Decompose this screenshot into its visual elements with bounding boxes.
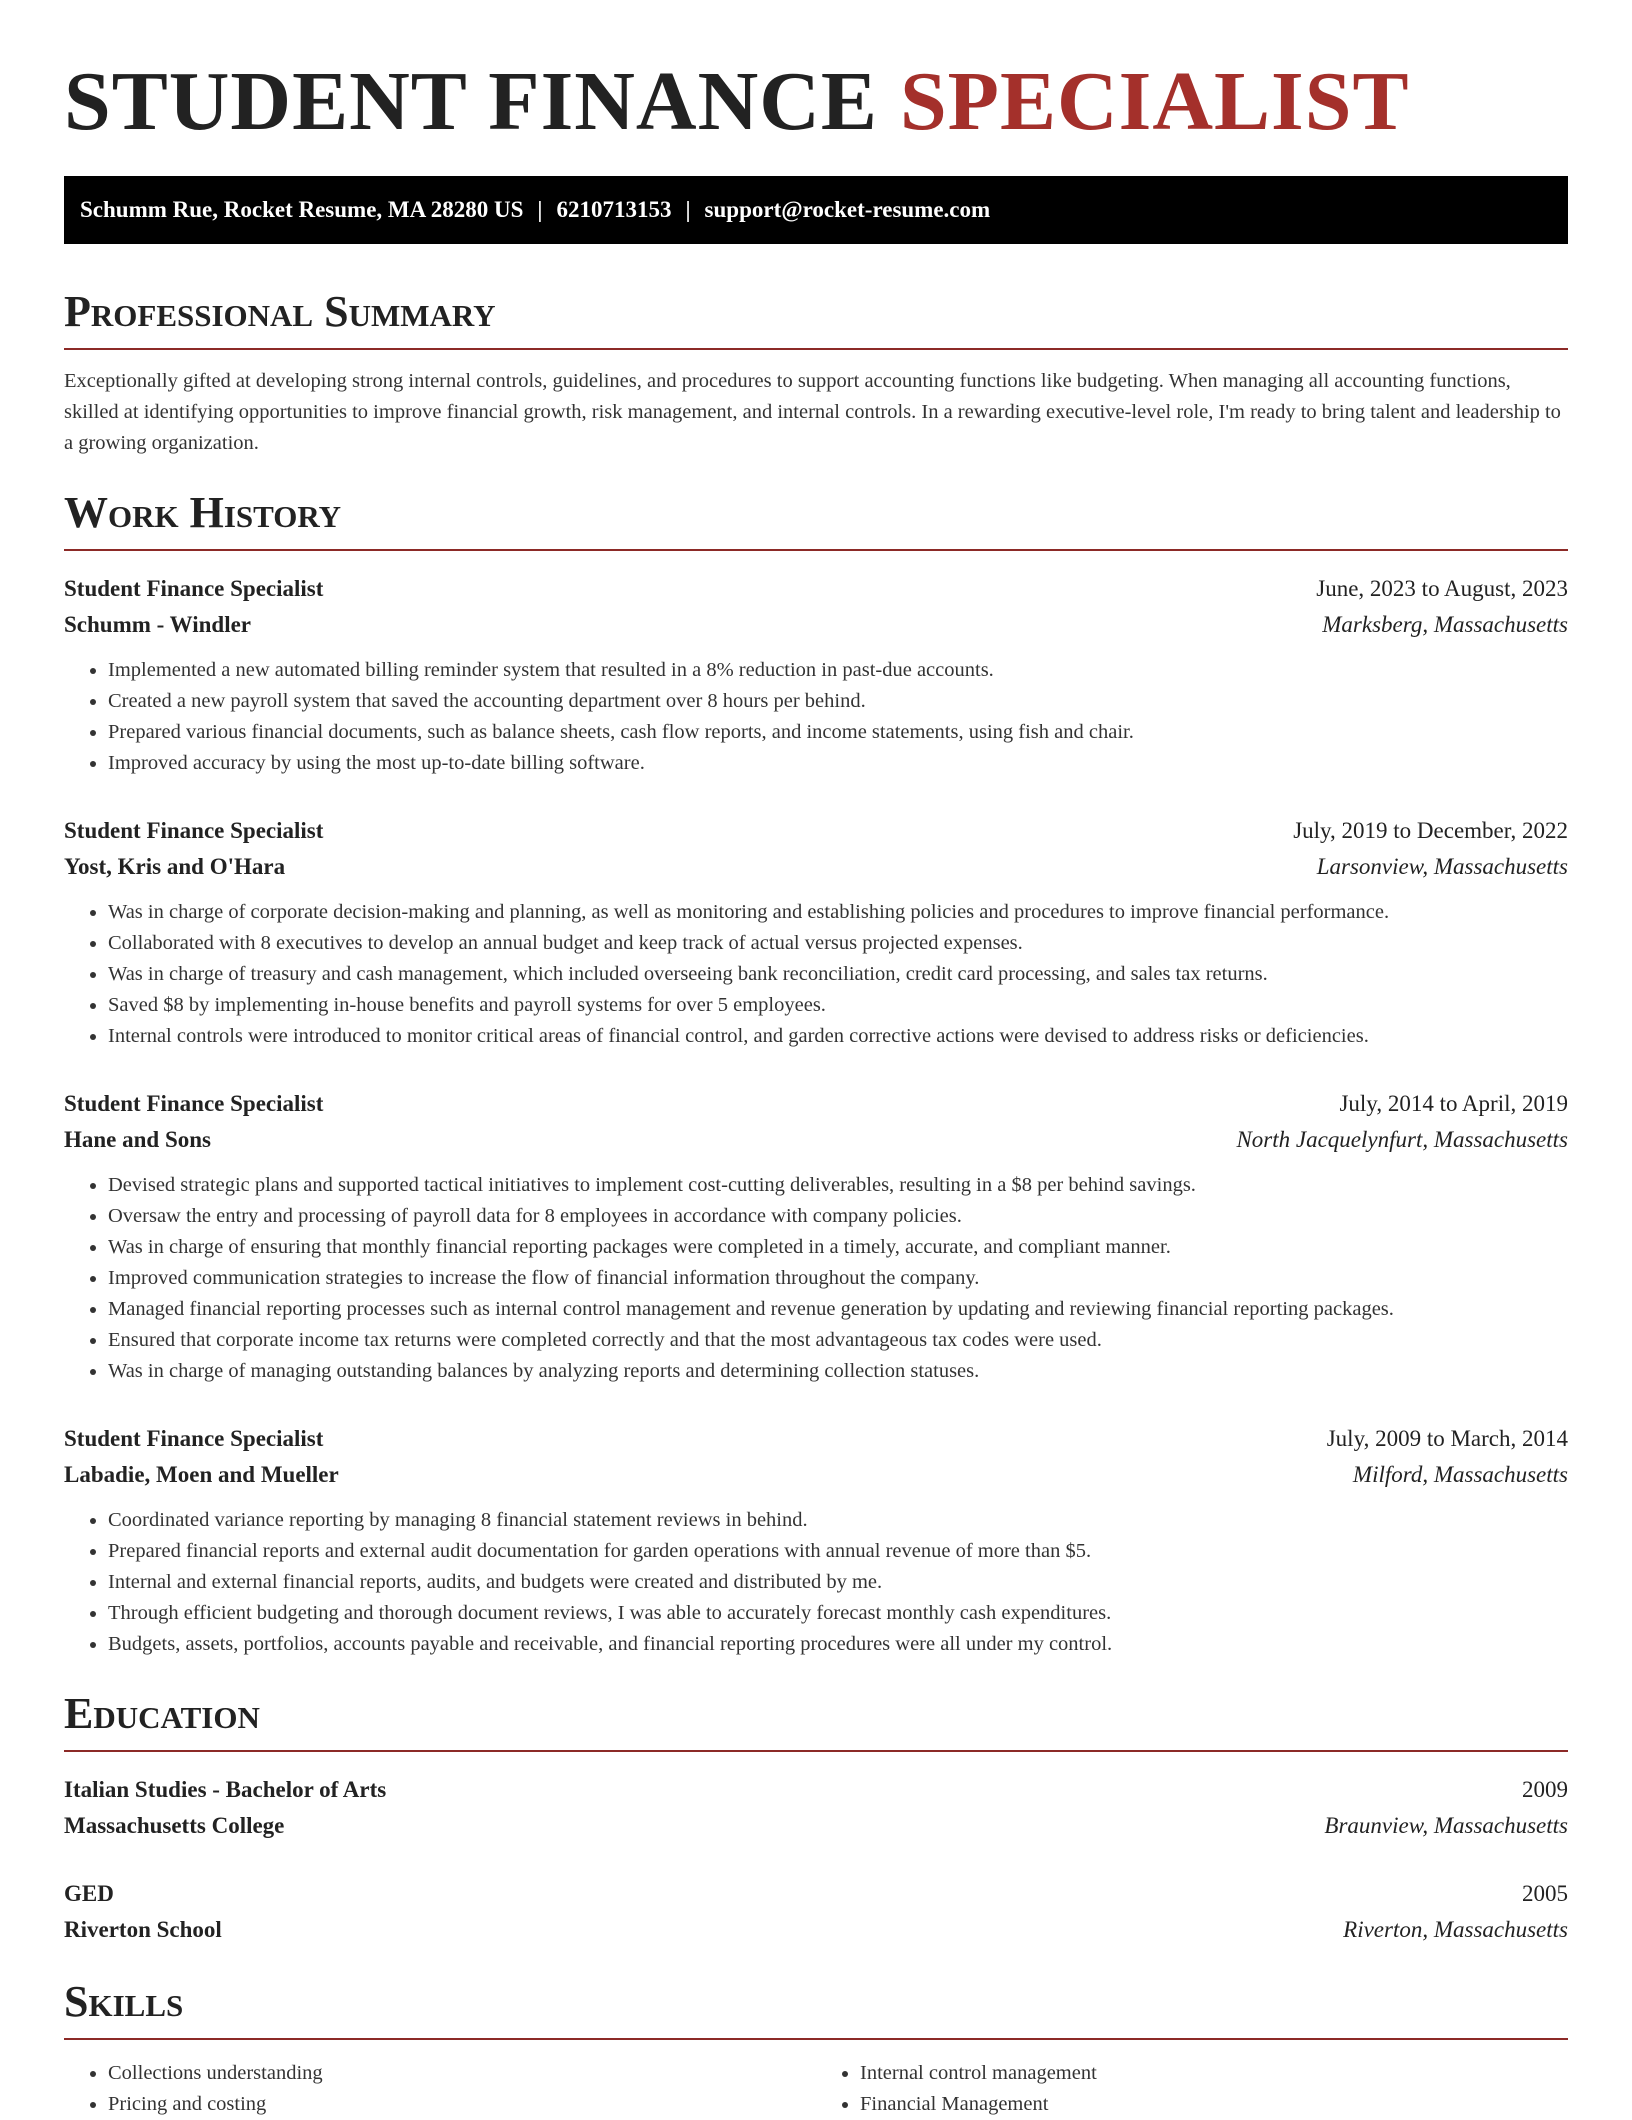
job-location: North Jacquelynfurt, Massachusetts: [1236, 1127, 1568, 1152]
job-entry: [64, 1086, 1568, 1387]
skills-column-right: [816, 2058, 1568, 2120]
job-entry: [64, 813, 1568, 1052]
job-bullet: • Through efficient budgeting and thorough document reviews, I was able to accurately forecast monthly cash expenditures.: [108, 1598, 1568, 1629]
job-company-row: [64, 607, 1568, 643]
job-header-row: [64, 571, 1568, 607]
job-bullet: • Managed financial reporting processes such as internal control management and revenue generation by updating and reviewing financial reporting packages.: [108, 1294, 1568, 1325]
job-entry: [64, 571, 1568, 779]
job-bullet: • Implemented a new automated billing reminder system that resulted in a 8% reduction in past-due accounts.: [108, 655, 1568, 686]
education-year: 2009: [1522, 1777, 1568, 1802]
education-section: [64, 1688, 1568, 1948]
job-dates: July, 2014 to April, 2019: [1339, 1091, 1568, 1116]
job-bullet: • Created a new payroll system that saved the accounting department over 8 hours per behind.: [108, 686, 1568, 717]
education-entry: [64, 1772, 1568, 1844]
resume-title: [64, 0, 1568, 152]
job-title: Student Finance Specialist: [64, 818, 324, 843]
job-header-row: [64, 1421, 1568, 1457]
job-bullet: • Coordinated variance reporting by managing 8 financial statement reviews in behind.: [108, 1505, 1568, 1536]
education-degree: GED: [64, 1881, 114, 1906]
job-location: Milford, Massachusetts: [1352, 1462, 1568, 1487]
job-bullet: • Was in charge of corporate decision-making and planning, as well as monitoring and establishing policies and procedures to improve financial performance.: [108, 897, 1568, 928]
job-bullet: • Internal and external financial reports, audits, and budgets were created and distributed by me.: [108, 1567, 1568, 1598]
job-company-row: [64, 849, 1568, 885]
job-bullet: • Improved communication strategies to increase the flow of financial information throughout the company.: [108, 1263, 1568, 1294]
job-location: Larsonview, Massachusetts: [1316, 854, 1568, 879]
job-bullet: • Was in charge of treasury and cash management, which included overseeing bank reconciliation, credit card processing, and sales tax returns.: [108, 959, 1568, 990]
job-company-row: [64, 1122, 1568, 1158]
job-header-row: [64, 813, 1568, 849]
contact-separator: |: [685, 197, 691, 222]
job-bullet: • Collaborated with 8 executives to develop an annual budget and keep track of actual versus projected expenses.: [108, 928, 1568, 959]
education-school: Massachusetts College: [64, 1813, 285, 1838]
job-bullet: • Saved $8 by implementing in-house benefits and payroll systems for over 5 employees.: [108, 990, 1568, 1021]
education-degree-row: [64, 1876, 1568, 1912]
education-year: 2005: [1522, 1881, 1568, 1906]
contact-separator: |: [537, 197, 543, 222]
job-title: Student Finance Specialist: [64, 1426, 324, 1451]
job-dates: July, 2009 to March, 2014: [1326, 1426, 1568, 1451]
title-accent: SPECIALIST: [899, 55, 1410, 148]
job-dates: June, 2023 to August, 2023: [1316, 576, 1568, 601]
work-history-section: [64, 487, 1568, 1660]
skills-column-left: [64, 2058, 816, 2120]
title-main: STUDENT FINANCE: [64, 55, 900, 148]
job-bullet: • Improved accuracy by using the most up-to-date billing software.: [108, 748, 1568, 779]
job-bullet: • Oversaw the entry and processing of payroll data for 8 employees in accordance with company policies.: [108, 1201, 1568, 1232]
skill-item: • Internal control management: [860, 2058, 1568, 2089]
summary-section: [64, 286, 1568, 459]
job-bullets: [64, 655, 1568, 779]
job-entry: [64, 1421, 1568, 1660]
job-location: Marksberg, Massachusetts: [1322, 612, 1568, 637]
skill-item: • Pricing and costing: [108, 2089, 816, 2120]
education-location: Riverton, Massachusetts: [1343, 1917, 1568, 1942]
section-divider: [64, 1750, 1568, 1752]
education-school-row: [64, 1808, 1568, 1844]
job-title: Student Finance Specialist: [64, 1091, 324, 1116]
skills-columns: [64, 2058, 1568, 2120]
skill-item: • Financial Management: [860, 2089, 1568, 2120]
resume-page: [64, 0, 1568, 2120]
job-company: Hane and Sons: [64, 1127, 212, 1152]
education-school: Riverton School: [64, 1917, 222, 1942]
job-bullets: [64, 1170, 1568, 1387]
job-company-row: [64, 1457, 1568, 1493]
job-bullets: [64, 1505, 1568, 1660]
section-divider: [64, 549, 1568, 551]
contact-email: support@rocket-resume.com: [704, 197, 991, 222]
skills-section: [64, 1976, 1568, 2120]
job-bullet: • Devised strategic plans and supported tactical initiatives to implement cost-cutting deliverables, resulting in a $8 per behind savings.: [108, 1170, 1568, 1201]
job-bullet: • Was in charge of managing outstanding balances by analyzing reports and determining collection statuses.: [108, 1356, 1568, 1387]
education-school-row: [64, 1912, 1568, 1948]
section-divider: [64, 348, 1568, 350]
contact-bar: [64, 176, 1568, 244]
contact-phone: 6210713153: [556, 197, 672, 222]
job-bullet: • Internal controls were introduced to monitor critical areas of financial control, and garden corrective actions were devised to address risks or deficiencies.: [108, 1021, 1568, 1052]
job-header-row: [64, 1086, 1568, 1122]
contact-address: Schumm Rue, Rocket Resume, MA 28280 US: [80, 197, 524, 222]
section-divider: [64, 2038, 1568, 2040]
summary-heading: Professional Summary: [64, 287, 496, 336]
job-title: Student Finance Specialist: [64, 576, 324, 601]
education-entry: [64, 1876, 1568, 1948]
job-company: Labadie, Moen and Mueller: [64, 1462, 339, 1487]
education-location: Braunview, Massachusetts: [1324, 1813, 1568, 1838]
education-degree: Italian Studies - Bachelor of Arts: [64, 1777, 387, 1802]
work-history-heading: Work History: [64, 488, 342, 537]
job-bullet: • Ensured that corporate income tax returns were completed correctly and that the most advantageous tax codes were used.: [108, 1325, 1568, 1356]
skills-heading: Skills: [64, 1977, 184, 2026]
skill-item: • Collections understanding: [108, 2058, 816, 2089]
job-company: Yost, Kris and O'Hara: [64, 854, 286, 879]
job-bullet: • Budgets, assets, portfolios, accounts payable and receivable, and financial reporting procedures were all under my control.: [108, 1629, 1568, 1660]
job-dates: July, 2019 to December, 2022: [1293, 818, 1568, 843]
job-company: Schumm - Windler: [64, 612, 252, 637]
job-bullet: • Was in charge of ensuring that monthly financial reporting packages were completed in a timely, accurate, and compliant manner.: [108, 1232, 1568, 1263]
summary-text: Exceptionally gifted at developing strong internal controls, guidelines, and procedures to support accounting functions like budgeting. When managing all accounting functions, skilled at identifying opportunities to improve financial growth, risk management, and internal controls. In a rewarding executive-level role, I'm ready to bring talent and leadership to a growing organization.: [64, 370, 1561, 454]
job-bullets: [64, 897, 1568, 1052]
job-bullet: • Prepared financial reports and external audit documentation for garden operations with annual revenue of more than $5.: [108, 1536, 1568, 1567]
education-heading: Education: [64, 1689, 260, 1738]
education-degree-row: [64, 1772, 1568, 1808]
job-bullet: • Prepared various financial documents, such as balance sheets, cash flow reports, and income statements, using fish and chair.: [108, 717, 1568, 748]
